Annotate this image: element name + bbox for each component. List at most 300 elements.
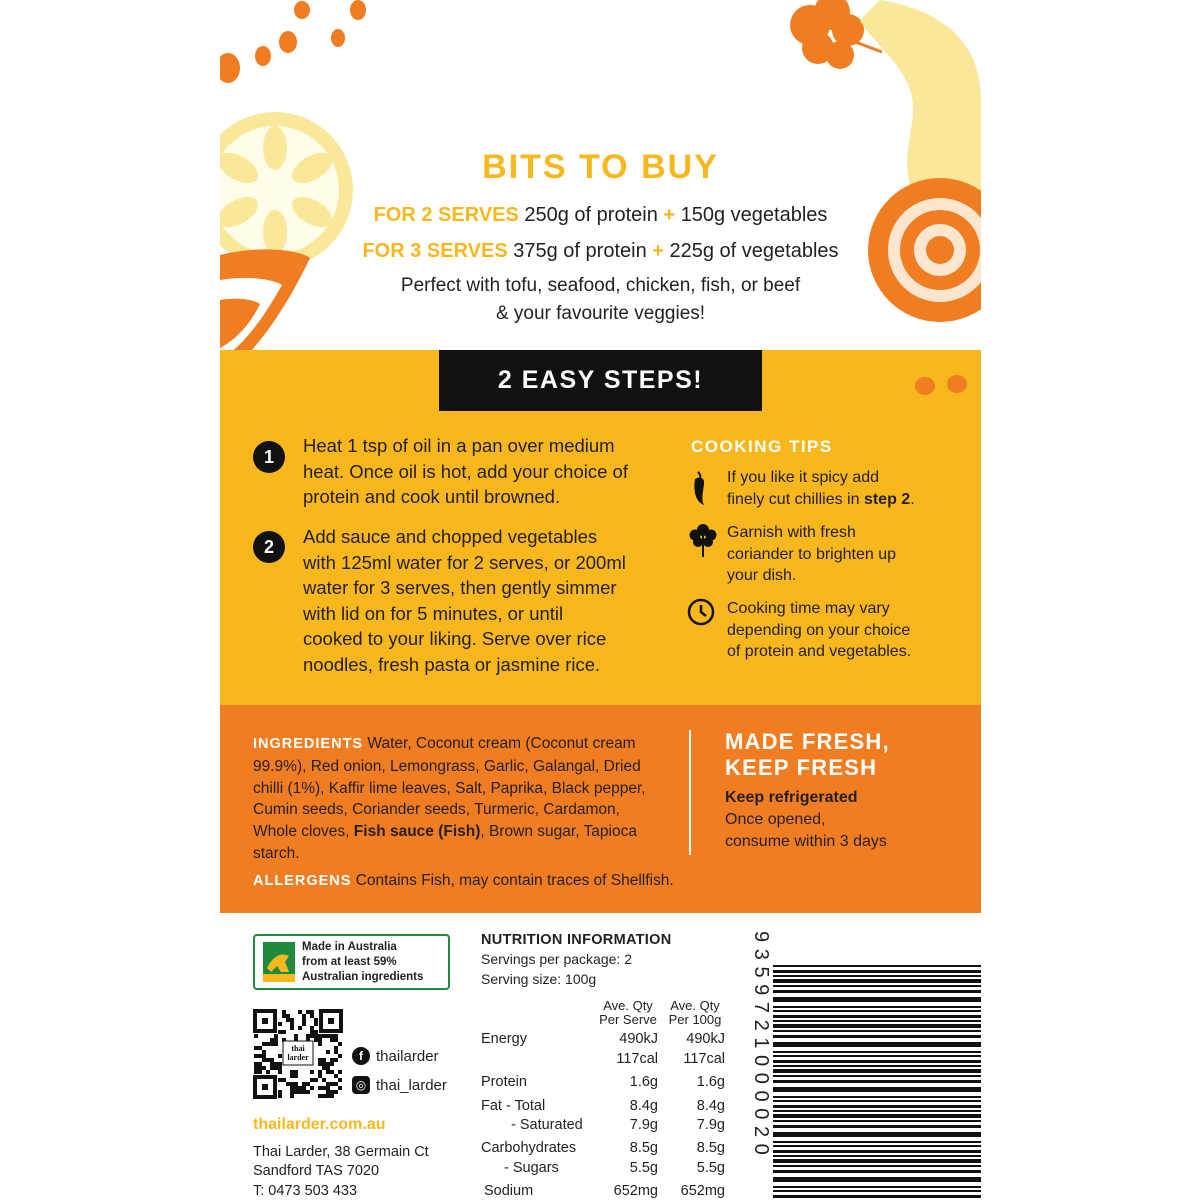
qr-logo-text: larder — [287, 1053, 309, 1062]
qr-module — [294, 1082, 298, 1086]
qr-module — [334, 1090, 338, 1094]
qr-module — [310, 1014, 314, 1018]
qr-module — [334, 1034, 338, 1038]
qr-module — [330, 1070, 334, 1074]
barcode-bar — [773, 979, 981, 983]
tip-spicy — [727, 467, 977, 510]
qr-module — [282, 1078, 286, 1082]
qr-module — [290, 1086, 294, 1090]
barcode-bar — [773, 1186, 981, 1188]
qr-logo-text: thai — [291, 1044, 305, 1053]
qr-module — [274, 1042, 278, 1046]
qr-module — [318, 1070, 322, 1074]
qr-module — [318, 1094, 322, 1098]
seed-decoration — [350, 0, 366, 20]
servings-per-package: Servings per package: 2 — [481, 951, 632, 967]
qr-module — [318, 1042, 322, 1046]
plus-sign: + — [652, 240, 664, 262]
nutrition-per-serve: 8.5g — [629, 1140, 658, 1156]
qr-module — [314, 1034, 318, 1038]
nutrition-row-name: Fat - Total — [481, 1098, 546, 1114]
qr-module — [290, 1082, 294, 1086]
qr-module — [274, 1038, 278, 1042]
header-line: Ave. Qty — [670, 998, 720, 1013]
qr-module — [314, 1038, 318, 1042]
made-in-australia-badge — [253, 934, 450, 990]
qr-module — [258, 1062, 262, 1066]
qr-module — [306, 1010, 310, 1014]
tip-cooking-time — [727, 598, 977, 663]
qr-module — [314, 1022, 318, 1026]
qr-module — [262, 1054, 266, 1058]
nutrition-per-serve: 490kJ — [619, 1031, 658, 1047]
seed-decoration — [220, 53, 240, 83]
qr-module — [290, 1090, 294, 1094]
qr-module — [338, 1070, 342, 1074]
ingredients-list: Water, Coconut cream (Coconut cream 99.9%), Red onion, Lemongrass, Garlic, Galangal, Dried chilli (1%), Kaffir lime leaves, Salt, Paprika, Black pepper, Cumin seeds, Coriander seeds, Turmeric, Cardamon, Whole cloves, — [253, 735, 646, 841]
serve-2-label: FOR 2 SERVES — [373, 204, 519, 226]
qr-module — [286, 1018, 290, 1022]
nutrition-per-serve: 5.5g — [629, 1160, 658, 1176]
coriander-icon — [686, 522, 720, 558]
qr-module — [302, 1090, 306, 1094]
qr-module — [310, 1078, 314, 1082]
tip-step-ref: step 2 — [863, 490, 911, 508]
barcode-bar — [773, 970, 981, 973]
barcode-bar — [773, 1042, 981, 1047]
plus-sign: + — [663, 204, 676, 226]
qr-module — [334, 1074, 338, 1078]
qr-module — [274, 1062, 278, 1066]
barcode-bar — [773, 1087, 981, 1092]
qr-module — [338, 1042, 342, 1046]
ingredients-list: , Brown sugar, Tapioca starch. — [253, 823, 637, 862]
ingredients-text — [253, 733, 648, 865]
barcode-bar — [773, 1096, 981, 1098]
qr-module — [334, 1058, 338, 1062]
barcode-bar — [773, 1024, 981, 1028]
qr-module — [298, 1010, 302, 1014]
qr-module — [262, 1042, 266, 1046]
qr-module — [306, 1090, 310, 1094]
qr-module — [298, 1026, 302, 1030]
qr-module — [278, 1062, 282, 1066]
serving-size: Serving size: 100g — [481, 971, 597, 987]
badge-line: Australian ingredients — [302, 971, 424, 983]
qr-module — [290, 1026, 294, 1030]
nutrition-per-100g: 117cal — [683, 1051, 725, 1067]
barcode-bar — [773, 975, 981, 977]
qr-module — [334, 1046, 338, 1050]
barcode-number: 9359721000020 — [750, 931, 772, 1162]
barcode-bar — [773, 1075, 981, 1077]
qr-module — [282, 1014, 286, 1018]
qr-module — [270, 1058, 274, 1062]
qr-module — [334, 1050, 338, 1054]
qr-module — [278, 1094, 282, 1098]
nutrition-per-100g: 7.9g — [696, 1117, 725, 1133]
qr-module — [326, 1034, 330, 1038]
cooking-tips-title: COOKING TIPS — [691, 437, 833, 456]
qr-module — [258, 1054, 262, 1058]
qr-module — [278, 1070, 282, 1074]
step-2-line: noodles, fresh pasta or jasmine rice. — [303, 653, 601, 675]
barcode-bar — [773, 1015, 981, 1018]
qr-module — [258, 1046, 262, 1050]
qr-module — [290, 1070, 294, 1074]
qr-module — [326, 1082, 330, 1086]
divider — [689, 730, 691, 855]
barcode-bar — [773, 1030, 981, 1032]
serve-3-veg: 225g of vegetables — [669, 240, 839, 262]
step-1-line: heat. Once oil is hot, add your choice of — [303, 460, 628, 482]
seed-decoration — [255, 46, 271, 66]
qr-module — [318, 1034, 322, 1038]
allergens-label: ALLERGENS — [253, 873, 352, 889]
step-1-line: Heat 1 tsp of oil in a pan over medium — [303, 435, 615, 456]
serve-3-label: FOR 3 SERVES — [362, 240, 508, 262]
step-1-number: 1 — [253, 441, 285, 473]
nutrition-title: NUTRITION INFORMATION — [481, 932, 672, 948]
qr-module — [282, 1010, 286, 1014]
qr-module — [278, 1022, 282, 1026]
instagram-handle: thai_larder — [376, 1076, 447, 1094]
qr-module — [310, 1030, 314, 1034]
barcode-bar — [773, 1110, 981, 1112]
qr-module — [326, 1090, 330, 1094]
easy-steps-banner: 2 EASY STEPS! — [439, 350, 762, 411]
step-1-text — [303, 433, 683, 510]
qr-module — [294, 1034, 298, 1038]
barcode-bar — [773, 1145, 981, 1147]
nutrition-per-100g: 5.5g — [696, 1160, 725, 1176]
barcode-bar — [773, 1069, 981, 1073]
qr-module — [330, 1062, 334, 1066]
tip-line: If you like it spicy add — [727, 469, 880, 486]
qr-module — [330, 1038, 334, 1042]
qr-module — [330, 1094, 334, 1098]
qr-module — [278, 1090, 282, 1094]
instagram-link[interactable] — [352, 1076, 447, 1094]
qr-module — [322, 1078, 326, 1082]
qr-module — [302, 1082, 306, 1086]
qr-module — [306, 1034, 310, 1038]
qr-module — [322, 1066, 326, 1070]
barcode-bar — [773, 1132, 981, 1137]
qr-module — [322, 1034, 326, 1038]
barcode-bar — [773, 1065, 981, 1067]
qr-module — [302, 1022, 306, 1026]
qr-module — [258, 1070, 262, 1074]
nutrition-row-name: Protein — [481, 1074, 527, 1090]
instagram-icon: ◎ — [352, 1076, 370, 1094]
qr-module — [322, 1058, 326, 1062]
per-100g-header — [660, 999, 730, 1027]
tip-line: depending on your choice — [727, 621, 911, 639]
badge-line: Made in Australia — [302, 941, 397, 953]
barcode-bar — [773, 1035, 981, 1038]
nutrition-row-name: - Sugars — [504, 1160, 559, 1176]
qr-module — [334, 1038, 338, 1042]
keep-refrigerated: Keep refrigerated — [725, 789, 858, 806]
barcode-bar — [773, 990, 981, 993]
nutrition-per-serve: 652mg — [613, 1183, 658, 1199]
qr-module — [254, 1062, 258, 1066]
bits-to-buy-title: BITS TO BUY — [482, 148, 719, 186]
qr-module — [330, 1058, 334, 1062]
seed-decoration — [331, 29, 345, 47]
qr-module — [270, 1038, 274, 1042]
qr-module — [302, 1018, 306, 1022]
tip-garnish — [727, 522, 977, 587]
clock-icon — [686, 597, 716, 627]
made-fresh-title — [725, 729, 965, 781]
qr-module — [294, 1074, 298, 1078]
barcode-bar — [773, 1114, 981, 1118]
nutrition-row-name: Carbohydrates — [481, 1140, 577, 1156]
barcode-bar — [773, 1177, 981, 1182]
tip-line: your dish. — [727, 567, 797, 584]
qr-module — [294, 1086, 298, 1090]
coriander-decoration — [790, 0, 864, 69]
made-in-australia-text — [302, 940, 423, 985]
barcode-bar — [773, 1141, 981, 1143]
nutrition-per-serve: 1.6g — [629, 1074, 658, 1090]
barcode — [773, 965, 981, 1200]
qr-module — [326, 1070, 330, 1074]
consume-within: consume within 3 days — [725, 833, 887, 850]
barcode-bar — [773, 1190, 981, 1192]
facebook-icon: f — [352, 1047, 370, 1065]
qr-module — [334, 1082, 338, 1086]
ingredients-allergen-item: Fish sauce (Fish) — [353, 823, 481, 841]
barcode-bar — [773, 1170, 981, 1173]
qr-module — [254, 1046, 258, 1050]
qr-module — [266, 1070, 270, 1074]
qr-module — [314, 1018, 318, 1022]
info-section — [220, 913, 981, 1200]
qr-module — [310, 1010, 314, 1014]
barcode-bar — [773, 1105, 981, 1108]
product-label — [220, 0, 981, 1200]
qr-module — [338, 1078, 342, 1082]
qr-module — [286, 1014, 290, 1018]
serve-2-line — [220, 204, 981, 227]
chilli-icon — [686, 470, 716, 506]
nutrition-per-100g: 652mg — [680, 1183, 725, 1199]
qr-module — [266, 1042, 270, 1046]
qr-module — [262, 1050, 266, 1054]
qr-module — [322, 1086, 326, 1090]
qr-module — [274, 1066, 278, 1070]
qr-module — [318, 1038, 322, 1042]
qr-module — [314, 1078, 318, 1082]
step-2-line: cooked to your liking. Serve over rice — [303, 628, 607, 649]
step-1-line: protein and cook until browned. — [303, 486, 561, 507]
step-2-number: 2 — [253, 531, 285, 563]
qr-module — [298, 1086, 302, 1090]
qr-module — [262, 1058, 266, 1062]
qr-module — [278, 1054, 282, 1058]
header-line: Ave. Qty — [603, 998, 653, 1013]
qr-module — [274, 1034, 278, 1038]
qr-module — [266, 1058, 270, 1062]
address-line: Sandford TAS 7020 — [253, 1163, 380, 1179]
qr-module — [270, 1042, 274, 1046]
qr-module — [278, 1078, 282, 1082]
tip-line — [727, 489, 977, 511]
qr-module — [254, 1066, 258, 1070]
barcode-bar — [773, 1120, 981, 1122]
nutrition-row-name: Sodium — [484, 1183, 534, 1199]
qr-module — [254, 1070, 258, 1074]
step-2-line: Add sauce and chopped vegetables — [303, 526, 598, 547]
qr-module — [326, 1050, 330, 1054]
once-opened: Once opened, — [725, 811, 826, 828]
ingredients-section — [220, 705, 981, 913]
qr-module — [318, 1074, 322, 1078]
serve-2-protein: 250g of protein — [524, 204, 658, 226]
barcode-bar — [773, 1159, 981, 1163]
qr-module — [290, 1022, 294, 1026]
qr-module — [290, 1018, 294, 1022]
barcode-bar — [773, 1020, 981, 1022]
barcode-bar — [773, 1055, 981, 1057]
nutrition-row-name: - Saturated — [511, 1117, 583, 1133]
steps-section — [220, 350, 981, 705]
qr-module — [318, 1062, 322, 1066]
step-2-line: with lid on for 5 minutes, or until — [303, 602, 564, 624]
qr-module — [326, 1062, 330, 1066]
per-serve-header — [593, 999, 663, 1027]
seed-decoration — [915, 377, 935, 395]
qr-module — [278, 1066, 282, 1070]
qr-module — [318, 1058, 322, 1062]
qr-module — [330, 1034, 334, 1038]
qr-module — [310, 1034, 314, 1038]
barcode-bar — [773, 1125, 981, 1128]
qr-module — [330, 1090, 334, 1094]
barcode-bar — [773, 1006, 981, 1008]
step-2-text — [303, 524, 683, 677]
website-link[interactable]: thailarder.com.au — [253, 1116, 386, 1133]
qr-module — [282, 1030, 286, 1034]
qr-module — [270, 1062, 274, 1066]
qr-module — [306, 1082, 310, 1086]
qr-module — [278, 1030, 282, 1034]
fresh-title-line: KEEP FRESH — [725, 755, 878, 780]
facebook-handle: thailarder — [376, 1047, 439, 1065]
tip-line: Garnish with fresh — [727, 524, 856, 541]
nutrition-per-100g: 8.5g — [696, 1140, 725, 1156]
serve-2-veg: 150g vegetables — [680, 204, 828, 226]
nutrition-per-100g: 8.4g — [696, 1098, 725, 1114]
serve-3-line — [220, 240, 981, 263]
qr-module — [290, 1094, 294, 1098]
tip-text-part: finely cut chillies in — [727, 490, 864, 508]
nutrition-row-name: Energy — [481, 1031, 527, 1047]
qr-module — [286, 1082, 290, 1086]
fresh-title-line: MADE FRESH, — [725, 729, 890, 754]
kangaroo-logo-icon — [259, 938, 299, 986]
barcode-bar — [773, 1195, 981, 1198]
qr-module — [310, 1086, 314, 1090]
serve-3-protein: 375g of protein — [513, 240, 647, 262]
barcode-bar — [773, 985, 981, 987]
step-2-line: with 125ml water for 2 serves, or 200ml — [303, 551, 626, 573]
qr-module — [302, 1014, 306, 1018]
nutrition-per-serve: 8.4g — [629, 1098, 658, 1114]
allergens-line — [253, 872, 853, 890]
nutrition-per-100g: 1.6g — [696, 1074, 725, 1090]
ingredients-label: INGREDIENTS — [253, 736, 364, 752]
favourite-veggies-line: & your favourite veggies! — [495, 303, 706, 324]
tip-line: coriander to brighten up — [727, 545, 896, 563]
qr-module — [294, 1070, 298, 1074]
badge-line: from at least 59% — [302, 956, 397, 968]
perfect-with-line: Perfect with tofu, seafood, chicken, fish, or beef — [400, 275, 801, 296]
qr-module — [338, 1054, 342, 1058]
barcode-bar — [773, 965, 981, 967]
nutrition-per-serve: 7.9g — [629, 1117, 658, 1133]
qr-module — [322, 1062, 326, 1066]
header-line: Per 100g — [668, 1012, 722, 1027]
barcode-bar — [773, 1051, 981, 1053]
qr-module — [322, 1094, 326, 1098]
qr-module — [326, 1094, 330, 1098]
barcode-bar — [773, 1100, 981, 1102]
allergens-text: Contains Fish, may contain traces of Shellfish. — [355, 872, 674, 889]
facebook-link[interactable] — [352, 1047, 439, 1065]
qr-module — [330, 1082, 334, 1086]
barcode-bar — [773, 997, 981, 1002]
seed-decoration — [279, 31, 297, 53]
qr-module — [254, 1034, 258, 1038]
qr-module — [290, 1074, 294, 1078]
qr-module — [318, 1086, 322, 1090]
barcode-bar — [773, 1150, 981, 1153]
barcode-bar — [773, 1165, 981, 1167]
qr-module — [326, 1086, 330, 1090]
step-2-line: water for 3 serves, then gently simmer — [303, 577, 617, 598]
qr-module — [262, 1066, 266, 1070]
qr-module — [338, 1086, 342, 1090]
barcode-bar — [773, 1060, 981, 1063]
qr-code[interactable] — [253, 1009, 343, 1099]
tip-line: Cooking time may vary — [727, 600, 890, 617]
header-line: Per Serve — [599, 1012, 657, 1027]
qr-module — [270, 1066, 274, 1070]
barcode-bar — [773, 1080, 981, 1083]
phone-number: T: 0473 503 433 — [253, 1183, 358, 1199]
qr-module — [302, 1086, 306, 1090]
qr-module — [298, 1090, 302, 1094]
tip-line: of protein and vegetables. — [727, 643, 912, 660]
nutrition-per-serve: 117cal — [616, 1051, 658, 1067]
qr-module — [294, 1090, 298, 1094]
qr-module — [310, 1026, 314, 1030]
qr-module — [310, 1070, 314, 1074]
bits-to-buy-section — [220, 0, 981, 350]
qr-module — [254, 1054, 258, 1058]
qr-module — [314, 1030, 318, 1034]
nutrition-per-100g: 490kJ — [686, 1031, 725, 1047]
barcode-bar — [773, 1010, 981, 1012]
barcode-bar — [773, 1155, 981, 1157]
address-line: Thai Larder, 38 Germain Ct — [253, 1144, 429, 1160]
seed-decoration — [947, 375, 967, 393]
seed-decoration — [294, 1, 310, 19]
